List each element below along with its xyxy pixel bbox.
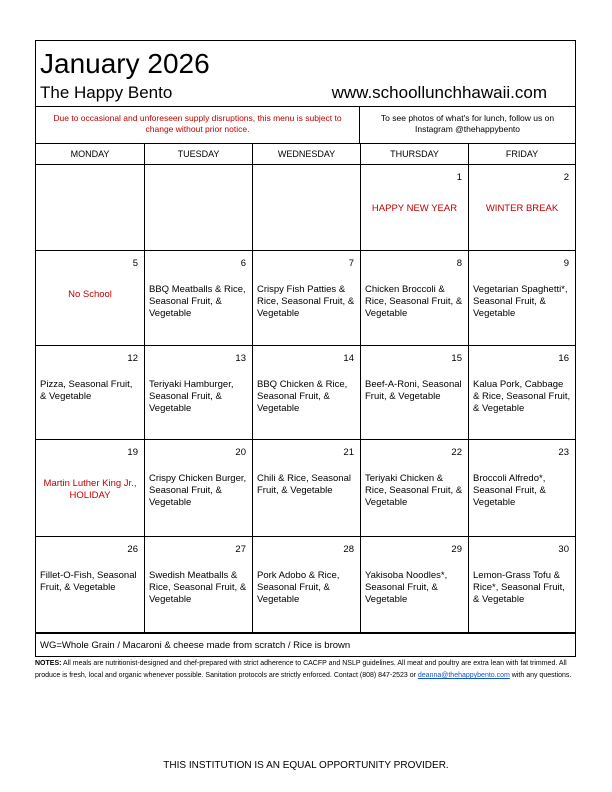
day-cell [253,251,361,345]
day-cell [253,440,361,536]
equal-opportunity-statement: THIS INSTITUTION IS AN EQUAL OPPORTUNITY PROVIDER. [163,760,449,771]
notes-label: NOTES: [35,660,62,667]
header-thursday: THURSDAY [361,144,469,164]
day-number: 9 [563,258,569,269]
day-cell [145,346,253,439]
day-number: 7 [348,258,354,269]
day-cell [145,251,253,345]
day-cell [36,440,145,536]
week-row [36,440,575,537]
week-row [36,346,575,440]
legend-note: WG=Whole Grain / Macaroni & cheese made from scratch / Rice is brown [36,633,575,656]
contact-email-link[interactable]: deanna@thehappybento.com [417,672,510,679]
day-cell [469,537,575,632]
meal-description: Broccoli Alfredo*, Seasonal Fruit, & Vegetable [473,473,546,508]
meal-description: Fillet-O-Fish, Seasonal Fruit, & Vegetable [40,570,137,593]
notes-block [35,658,580,682]
day-number: 20 [235,447,246,458]
meal-description: Beef-A-Roni, Seasonal Fruit, & Vegetable [365,379,462,402]
meal-description: Pork Adobo & Rice, Seasonal Fruit, & Vegetable [257,570,340,605]
day-number: 29 [451,544,462,555]
website-url: www.schoollunchhawaii.com [331,83,547,102]
week-row [36,165,575,251]
meal-description: Crispy Chicken Burger, Seasonal Fruit, & Vegetable [149,473,247,508]
day-number: 13 [235,353,246,364]
day-number: 1 [456,172,462,183]
header-monday: MONDAY [36,144,145,164]
meal-description: Vegetarian Spaghetti*, Seasonal Fruit, & Vegetable [473,284,568,319]
day-cell [145,440,253,536]
day-cell [469,346,575,439]
day-number: 15 [451,353,462,364]
notes-tail: with any questions. [509,672,572,679]
day-cell [253,537,361,632]
header-friday: FRIDAY [505,149,539,159]
page-title: January 2026 [40,48,210,79]
day-number: 28 [343,544,354,555]
day-cell [253,346,361,439]
notes-text: All meals are nutritionist-designed and chef-prepared with strict adherence to CACFP and NSLP guidelines. All meat and poultry are extra lean with fat trimmed. All produce is fresh, local and organic whenever possible. Sanitation protocols are strictly enforced. Contact (808) 847-2523 or [35,660,567,679]
header-tuesday: TUESDAY [145,144,253,164]
day-number: 23 [558,447,569,458]
day-number: 5 [132,258,138,269]
meal-description: Crispy Fish Patties & Rice, Seasonal Fruit, & Vegetable [257,284,355,319]
supply-disclaimer: Due to occasional and unforeseen supply disruptions, this menu is subject to change without prior notice. [36,107,360,144]
meal-description: Chili & Rice, Seasonal Fruit, & Vegetable [257,473,351,496]
weekday-header [36,143,575,165]
day-cell [361,165,469,250]
day-number: 27 [235,544,246,555]
header-wednesday: WEDNESDAY [253,144,361,164]
holiday-label: No School [68,289,112,300]
meal-description: BBQ Meatballs & Rice, Seasonal Fruit, & Vegetable [149,284,246,319]
day-number: 2 [563,172,569,183]
day-cell [469,251,575,345]
meal-description: Teriyaki Hamburger, Seasonal Fruit, & Vegetable [149,379,234,414]
day-cell [361,346,469,439]
day-cell [253,165,361,250]
day-number: 26 [127,544,138,555]
day-cell [361,537,469,632]
day-cell [361,251,469,345]
meal-description: Swedish Meatballs & Rice, Seasonal Fruit, & Vegetable [149,570,247,605]
day-number: 12 [127,353,138,364]
day-number: 6 [240,258,246,269]
day-cell [36,165,145,250]
holiday-label: WINTER BREAK [485,203,559,214]
meal-description: BBQ Chicken & Rice, Seasonal Fruit, & Vegetable [257,379,348,414]
day-cell [469,440,575,536]
meal-description: Pizza, Seasonal Fruit, & Vegetable [40,379,133,402]
meal-description: Teriyaki Chicken & Rice, Seasonal Fruit, & Vegetable [365,473,463,508]
week-row [36,251,575,346]
meal-description: Kalua Pork, Cabbage & Rice, Seasonal Fruit, & Vegetable [473,379,571,414]
day-number: 14 [343,353,354,364]
holiday-label: HAPPY NEW YEAR [371,203,458,214]
day-number: 16 [558,353,569,364]
day-cell [36,537,145,632]
holiday-label: Martin Luther King Jr., HOLIDAY [43,478,137,501]
day-number: 19 [127,447,138,458]
company-name: The Happy Bento [40,83,173,102]
notice-row [36,106,575,144]
instagram-notice: To see photos of what's for lunch, follow us on Instagram @thehappybento [380,113,555,134]
day-cell [145,165,253,250]
day-number: 8 [456,258,462,269]
day-cell [145,537,253,632]
day-number: 30 [558,544,569,555]
week-row [36,537,575,633]
day-number: 21 [343,447,354,458]
day-number: 22 [451,447,462,458]
day-cell [36,346,145,439]
meal-description: Chicken Broccoli & Rice, Seasonal Fruit, & Vegetable [365,284,463,319]
meal-description: Yakisoba Noodles*, Seasonal Fruit, & Vegetable [365,570,448,605]
day-cell [469,165,575,250]
menu-calendar [35,40,576,657]
day-cell [361,440,469,536]
day-cell [36,251,145,345]
meal-description: Lemon-Grass Tofu & Rice*, Seasonal Fruit, & Vegetable [473,570,565,605]
